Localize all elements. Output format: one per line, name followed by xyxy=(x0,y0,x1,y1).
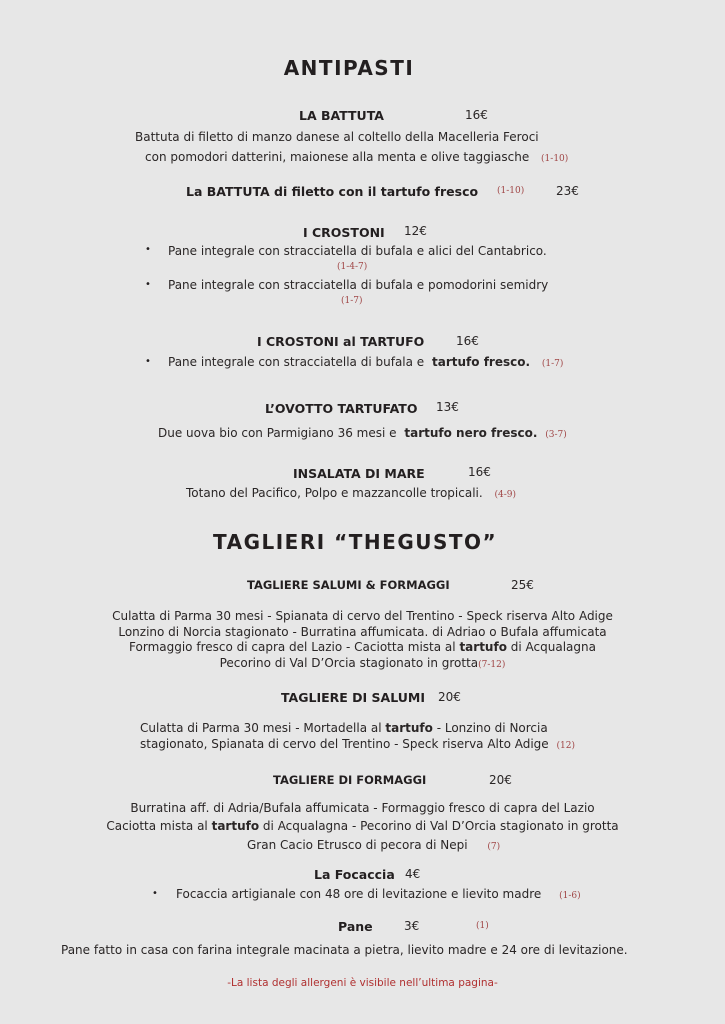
allergen-codes-crostoni-1: (1-4-7) xyxy=(337,262,368,272)
ovotto-desc xyxy=(158,426,567,443)
bullet-icon: • xyxy=(152,888,158,899)
item-price-insalata: 16€ xyxy=(468,465,491,479)
insalata-desc xyxy=(186,486,516,503)
item-price-i-crostoni: 12€ xyxy=(404,224,427,238)
tagliere-salumi-line2 xyxy=(140,737,575,754)
allergen-codes: (1-6) xyxy=(559,891,581,901)
crostoni-item-2: Pane integrale con stracciatella di bufala e pomodorini semidry xyxy=(168,278,549,292)
item-name-i-crostoni: I CROSTONI xyxy=(303,225,385,240)
desc-bold: tartufo xyxy=(211,819,260,833)
bullet-icon: • xyxy=(145,279,151,290)
item-desc-la-battuta-line2 xyxy=(145,150,568,167)
focaccia-item xyxy=(176,887,581,904)
tagliere-formaggi-line1: Burratina aff. di Adria/Bufala affumicata - Formaggio fresco di capra del Lazio xyxy=(130,801,595,815)
desc-bold: tartufo fresco. xyxy=(432,355,531,369)
tagliere-formaggi-line3 xyxy=(247,838,500,855)
allergen-codes-battuta-tartufo: (1-10) xyxy=(497,186,525,196)
desc-text: di Acqualagna - Pecorino di Val D’Orcia stagionato in grotta xyxy=(262,819,619,833)
desc-bold: tartufo xyxy=(459,640,507,654)
item-name-crostoni-tartufo: I CROSTONI al TARTUFO xyxy=(257,334,425,349)
item-name-ovotto: L’OVOTTO TARTUFATO xyxy=(265,401,418,416)
desc-text: con pomodori datterini, maionese alla menta e olive taggiasche xyxy=(145,150,530,164)
item-price-pane: 3€ xyxy=(404,919,420,933)
item-price-tagliere-salumi-formaggi: 25€ xyxy=(511,578,534,592)
item-price-battuta-tartufo: 23€ xyxy=(556,184,579,198)
item-name-insalata: INSALATA DI MARE xyxy=(293,466,425,481)
tagliere-sf-line4 xyxy=(0,656,725,673)
allergen-footer-note: -La lista degli allergeni è visibile nell’ultima pagina- xyxy=(227,977,498,989)
desc-text: stagionato, Spianata di cervo del Trentino - Speck riserva Alto Adige xyxy=(140,737,549,751)
desc-text: Caciotta mista al xyxy=(106,819,208,833)
desc-text: Pecorino di Val D’Orcia stagionato in grotta xyxy=(219,656,479,670)
tagliere-salumi-line1 xyxy=(140,721,548,736)
bullet-icon: • xyxy=(145,356,151,367)
item-name-battuta-tartufo: La BATTUTA di filetto con il tartufo fresco xyxy=(186,184,479,199)
allergen-codes: (1-7) xyxy=(541,359,564,369)
allergen-codes: (7-12) xyxy=(478,660,506,670)
desc-text: di Acqualagna xyxy=(510,640,596,654)
item-desc-la-battuta-line1: Battuta di filetto di manzo danese al coltello della Macelleria Feroci xyxy=(135,130,539,144)
item-name-tagliere-salumi-formaggi: TAGLIERE SALUMI & FORMAGGI xyxy=(247,578,450,592)
bullet-icon: • xyxy=(145,244,151,255)
item-price-la-battuta: 16€ xyxy=(465,108,488,122)
desc-bold: tartufo xyxy=(385,721,433,735)
item-name-pane: Pane xyxy=(338,919,373,934)
crostoni-tartufo-item xyxy=(168,355,563,372)
item-price-focaccia: 4€ xyxy=(405,867,421,881)
tagliere-sf-line1: Culatta di Parma 30 mesi - Spianata di cervo del Trentino - Speck riserva Alto Adige xyxy=(112,609,613,623)
desc-text: Pane integrale con stracciatella di bufala e xyxy=(168,355,425,369)
allergen-codes: (7) xyxy=(487,842,501,852)
tagliere-sf-line2: Lonzino di Norcia stagionato - Burratina affumicata. di Adriao o Bufala affumicata xyxy=(118,625,607,639)
allergen-codes: (4-9) xyxy=(494,490,517,500)
desc-text: Culatta di Parma 30 mesi - Mortadella al xyxy=(140,721,382,735)
item-name-tagliere-salumi: TAGLIERE DI SALUMI xyxy=(281,690,425,705)
desc-text: Formaggio fresco di capra del Lazio - Caciotta mista al xyxy=(129,640,456,654)
crostoni-item-1: Pane integrale con stracciatella di bufala e alici del Cantabrico. xyxy=(168,244,547,258)
desc-text: Due uova bio con Parmigiano 36 mesi e xyxy=(158,426,397,440)
allergen-codes: (3-7) xyxy=(545,430,567,440)
item-price-ovotto: 13€ xyxy=(436,400,459,414)
item-name-focaccia: La Focaccia xyxy=(314,867,395,882)
item-price-crostoni-tartufo: 16€ xyxy=(456,334,479,348)
tagliere-formaggi-line2 xyxy=(0,819,725,834)
item-price-tagliere-salumi: 20€ xyxy=(438,690,461,704)
section-title-antipasti: ANTIPASTI xyxy=(283,56,415,80)
item-price-tagliere-formaggi: 20€ xyxy=(489,773,512,787)
allergen-codes-pane: (1) xyxy=(476,921,489,931)
desc-text: - Lonzino di Norcia xyxy=(436,721,548,735)
desc-text: Focaccia artigianale con 48 ore di levitazione e lievito madre xyxy=(176,887,542,901)
desc-text: Totano del Pacifico, Polpo e mazzancolle tropicali. xyxy=(186,486,483,500)
item-name-tagliere-formaggi: TAGLIERE DI FORMAGGI xyxy=(273,773,427,787)
section-title-taglieri: TAGLIERI “THEGUSTO” xyxy=(213,530,498,554)
allergen-codes-crostoni-2: (1-7) xyxy=(341,296,363,306)
allergen-codes: (1-10) xyxy=(541,154,569,164)
tagliere-sf-line3 xyxy=(0,640,725,655)
desc-bold: tartufo nero fresco. xyxy=(404,426,538,440)
pane-desc: Pane fatto in casa con farina integrale macinata a pietra, lievito madre e 24 ore di levitazione. xyxy=(61,943,628,957)
allergen-codes: (12) xyxy=(556,741,575,751)
desc-text: Gran Cacio Etrusco di pecora di Nepi xyxy=(247,838,468,852)
item-name-la-battuta: LA BATTUTA xyxy=(299,108,384,123)
